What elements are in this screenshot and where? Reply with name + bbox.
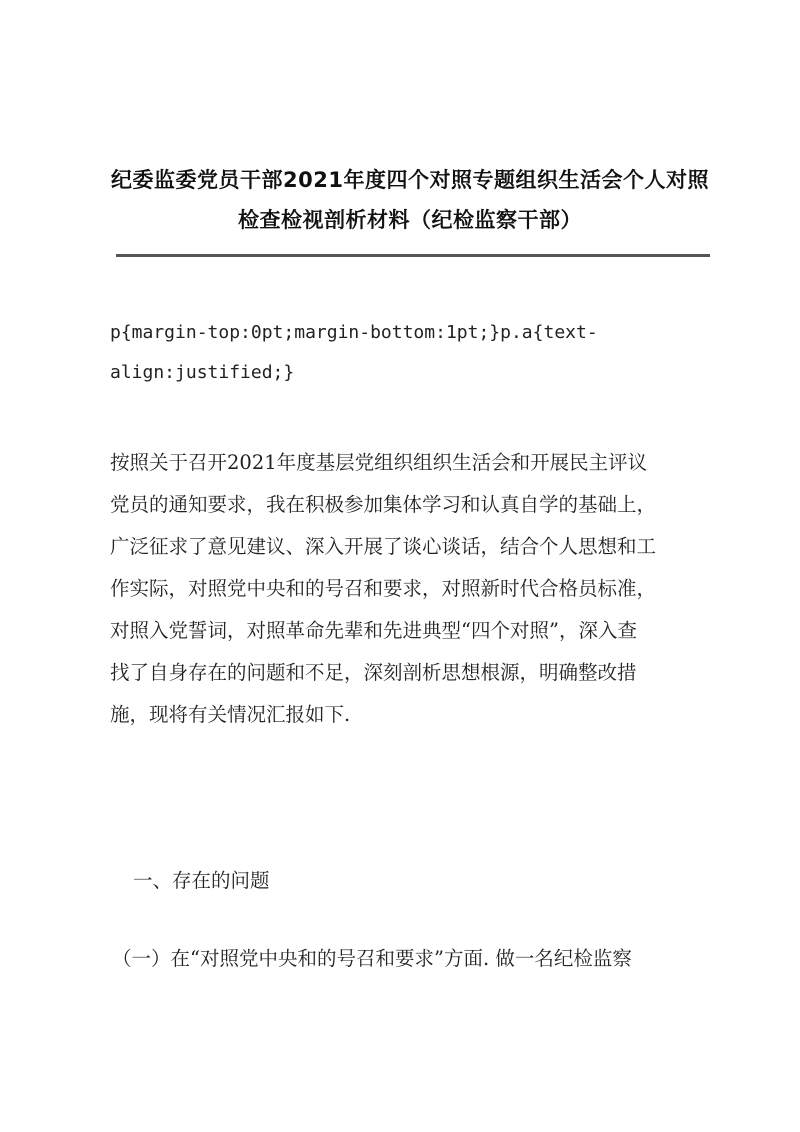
title-line-2: 检查检视剖析材料（纪检监察干部） — [238, 208, 582, 232]
subsection-line: （一）在“对照党中央和的号召和要求”方面. 做一名纪检监察 — [112, 947, 632, 970]
stray-css-text — [110, 313, 710, 393]
intro-line: 广泛征求了意见建议、深入开展了谈心谈话，结合个人思想和工 — [110, 535, 657, 558]
intro-line: 找了自身存在的问题和不足，深刻剖析思想根源，明确整改措 — [110, 661, 637, 684]
document-title — [104, 160, 716, 240]
css-line-2: align:justified;} — [110, 362, 295, 383]
title-divider — [116, 254, 710, 257]
section-heading: 一、存在的问题 — [133, 869, 270, 892]
intro-line: 作实际，对照党中央和的号召和要求，对照新时代合格员标准， — [110, 577, 657, 600]
title-line-1: 纪委监委党员干部2021年度四个对照专题组织生活会个人对照 — [111, 168, 709, 192]
css-line-1: p{margin-top:0pt;margin-bottom:1pt;}p.a{text- — [110, 322, 598, 343]
intro-line: 党员的通知要求，我在积极参加集体学习和认真自学的基础上， — [110, 493, 657, 516]
intro-line: 施，现将有关情况汇报如下. — [110, 703, 351, 726]
intro-paragraph — [110, 442, 710, 736]
intro-line: 按照关于召开2021年度基层党组织组织生活会和开展民主评议 — [110, 451, 648, 474]
intro-line: 对照入党誓词，对照革命先辈和先进典型“四个对照”，深入查 — [110, 619, 637, 642]
